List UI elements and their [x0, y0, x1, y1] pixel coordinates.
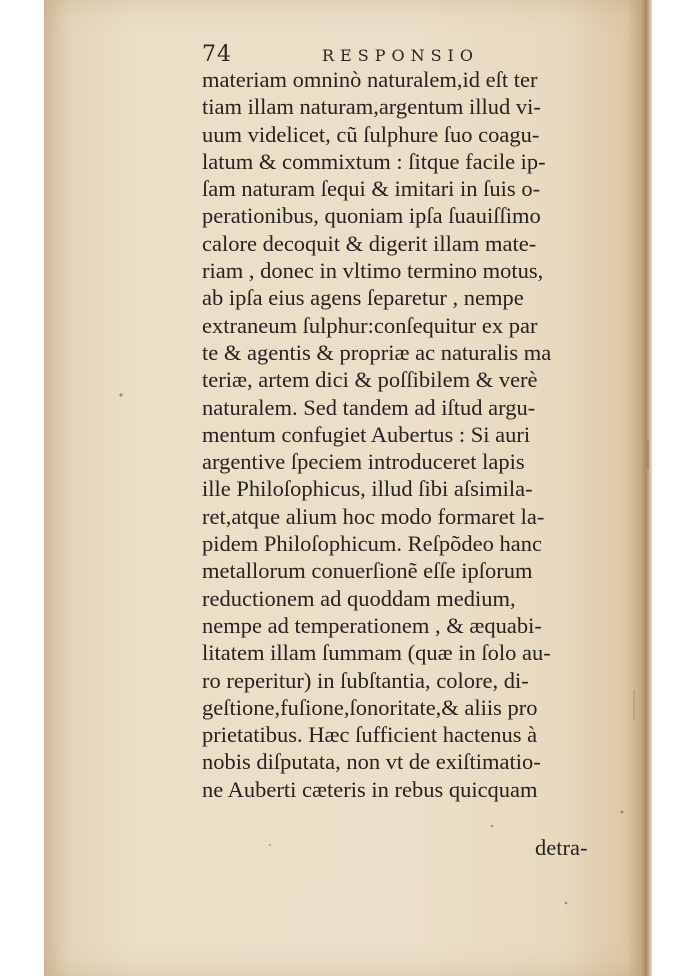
- text-line: nempe ad temperationem , & æquabi-: [202, 612, 542, 638]
- text-line: extraneum ſulphur:conſequitur ex par: [202, 312, 538, 338]
- text-line: latum & commixtum : ſitque facile ip-: [202, 148, 546, 174]
- text-line: ab ipſa eius agens ſeparetur , nempe: [202, 285, 524, 311]
- text-line: ret,atque alium hoc modo formaret la-: [202, 503, 545, 529]
- text-line: calore decoquit & digerit illam mate-: [202, 230, 537, 256]
- text-line: geſtione,fuſione,ſonoritate,& aliis pro: [202, 694, 538, 720]
- text-line: te & agentis & propriæ ac naturalis ma: [202, 339, 552, 365]
- running-title: RESPONSIO: [322, 46, 479, 65]
- page-header: [202, 42, 602, 66]
- body-text: [202, 66, 602, 803]
- text-line: reductionem ad quoddam medium,: [202, 585, 516, 611]
- text-line: tiam illam naturam,argentum illud vi-: [202, 94, 541, 120]
- text-line: materiam omninò naturalem,id eſt ter: [202, 67, 538, 92]
- text-line: ne Auberti cæteris in rebus quicquam: [202, 776, 538, 802]
- text-line: argentive ſpeciem introduceret lapis: [202, 449, 525, 475]
- text-line: teriæ, artem dici & poſſibilem & verè: [202, 367, 538, 393]
- text-line: prietatibus. Hæc ſufficient hactenus à: [202, 722, 538, 748]
- text-line: ſam naturam ſequi & imitari in ſuis o-: [202, 176, 541, 202]
- page-number: 74: [202, 42, 232, 67]
- text-line: nobis diſputata, non vt de exiſtimatio-: [202, 749, 541, 775]
- text-line: uum videlicet, cũ ſulphure ſuo coagu-: [202, 121, 540, 147]
- text-line: ro reperitur) in ſubſtantia, colore, di-: [202, 667, 529, 693]
- text-line: perationibus, quoniam ipſa ſuauiſſimo: [202, 203, 541, 229]
- text-line: riam , donec in vltimo termino motus,: [202, 258, 544, 284]
- text-line: mentum confugiet Aubertus : Si auri: [202, 421, 531, 447]
- text-line: metallorum conuerſionẽ eſſe ipſorum: [202, 558, 533, 584]
- catchword: detra-: [535, 835, 588, 860]
- page-edge: [640, 0, 652, 976]
- text-line: litatem illam ſummam (quæ in ſolo au-: [202, 640, 551, 666]
- text-line: ille Philoſophicus, illud ſibi aſsimila-: [202, 476, 533, 502]
- text-line: pidem Philoſophicum. Reſpõdeo hanc: [202, 531, 542, 557]
- text-line: naturalem. Sed tandem ad iſtud argu-: [202, 394, 536, 420]
